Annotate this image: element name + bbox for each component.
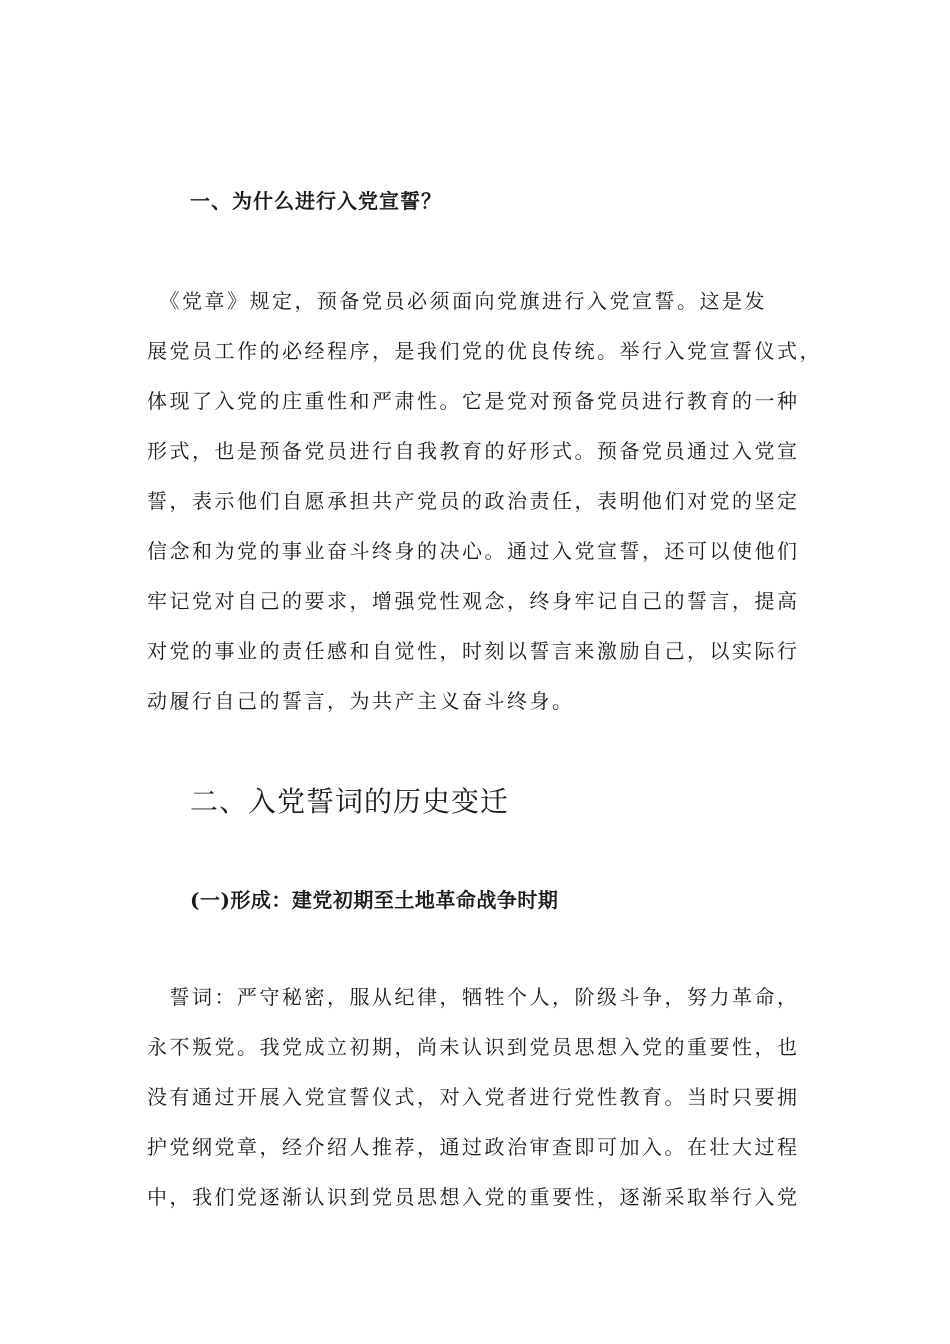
paragraph-line: 信念和为党的事业奋斗终身的决心。通过入党宣誓，还可以使他们 [147, 539, 800, 563]
paragraph-line: 誓词：严守秘密，服从纪律，牺牲个人，阶级斗争，努力革命， [147, 985, 800, 1009]
paragraph-line: 《党章》规定，预备党员必须面向党旗进行入党宣誓。这是发 [147, 289, 767, 313]
paragraph-formation [147, 972, 837, 1222]
paragraph-line: 牢记党对自己的要求，增强党性观念，终身牢记自己的誓言，提高 [147, 589, 800, 613]
paragraph-line: 中，我们党逐渐认识到党员思想入党的重要性，逐渐采取举行入党 [147, 1185, 800, 1209]
section-heading-why-oath: 一、为什么进行入党宣誓？ [190, 189, 442, 213]
subsection-heading-formation: (一)形成：建党初期至土地革命战争时期 [190, 888, 559, 912]
paragraph-line: 没有通过开展入党宣誓仪式，对入党者进行党性教育。当时只要拥 [147, 1085, 800, 1109]
paragraph-line: 体现了入党的庄重性和严肃性。它是党对预备党员进行教育的一种 [147, 389, 800, 413]
paragraph-line: 对党的事业的责任感和自觉性，时刻以誓言来激励自己，以实际行 [147, 639, 800, 663]
section-heading-history: 二、入党誓词的历史变迁 [190, 785, 510, 818]
paragraph-line: 护党纲党章，经介绍人推荐，通过政治审查即可加入。在壮大过程 [147, 1135, 800, 1159]
paragraph-line: 形式，也是预备党员进行自我教育的好形式。预备党员通过入党宣 [147, 439, 800, 463]
paragraph-line: 动履行自己的誓言，为共产主义奋斗终身。 [147, 689, 575, 713]
paragraph-line: 誓，表示他们自愿承担共产党员的政治责任，表明他们对党的坚定 [147, 489, 800, 513]
paragraph-line: 展党员工作的必经程序，是我们党的优良传统。举行入党宣誓仪式， [147, 339, 822, 363]
paragraph-why-oath [147, 276, 837, 726]
paragraph-line: 永不叛党。我党成立初期，尚未认识到党员思想入党的重要性，也 [147, 1035, 800, 1059]
